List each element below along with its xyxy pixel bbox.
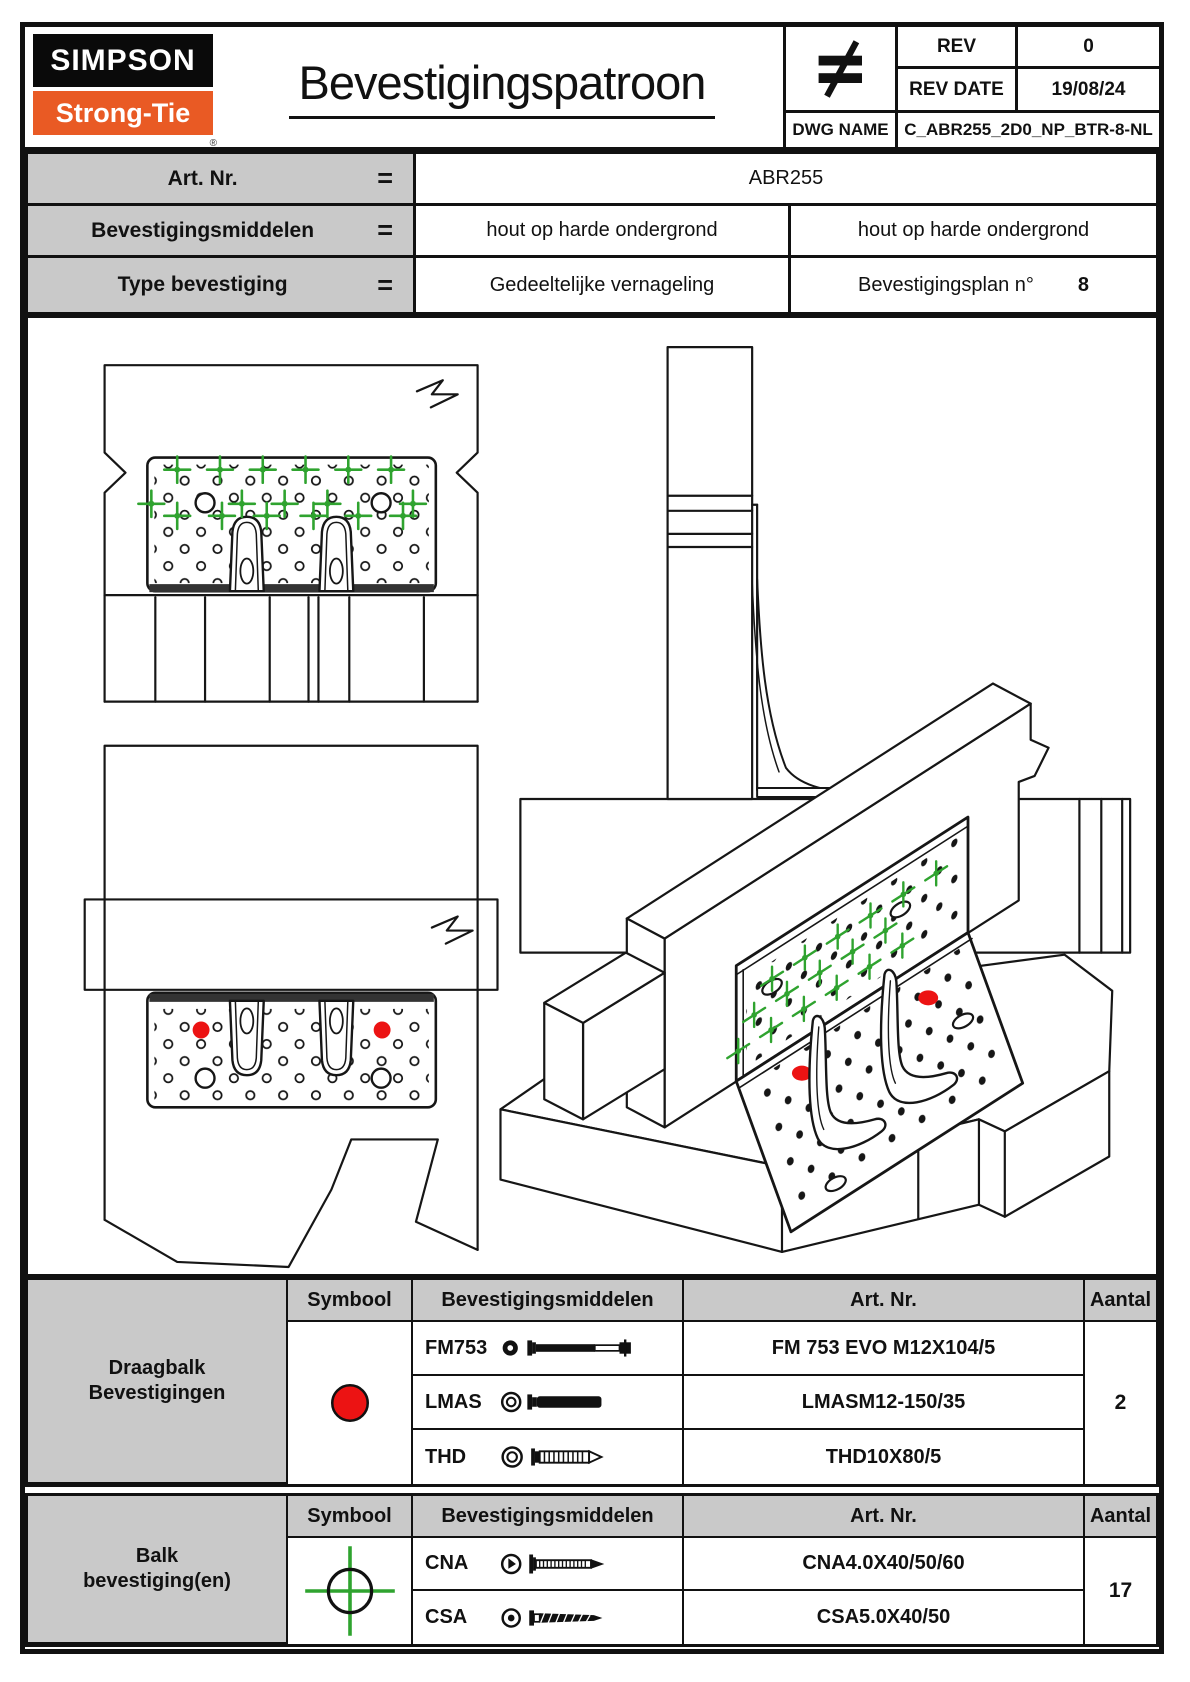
page-title: Bevestigingspatroon [225, 27, 779, 147]
fastening-plan-cell [791, 258, 1156, 312]
equals-sign: = [377, 163, 393, 193]
col-header-qty: Aantal [1085, 1280, 1156, 1322]
info-row-type-bevestiging [25, 255, 1159, 315]
art-nr-value: ABR255 [748, 167, 824, 189]
group-label: Draagbalk Bevestigingen [28, 1280, 288, 1484]
screw-csa-icon [497, 1599, 647, 1637]
not-equal-icon [786, 27, 898, 113]
rev-date-value: 19/08/24 [1018, 69, 1159, 113]
info-row-bevestigingsmiddelen [25, 203, 1159, 258]
art-nr-cell: LMASM12-150/35 [684, 1376, 1085, 1430]
nail-cna-icon [497, 1545, 647, 1583]
rev-label: REV [898, 27, 1018, 69]
group-label: Balk bevestiging(en) [28, 1496, 288, 1644]
screw-anchor-thd-icon [497, 1438, 647, 1476]
fastening-surface-left: hout op harde ondergrond [416, 206, 791, 255]
qty-cell: 2 [1114, 1391, 1127, 1414]
logo-simpson: SIMPSON [33, 34, 213, 87]
sheet-frame [20, 22, 1164, 1654]
registered-mark: ® [209, 138, 217, 149]
legend-table-draagbalk [25, 1277, 1159, 1487]
rev-date-label: REV DATE [898, 69, 1018, 113]
anchor-lmas-icon [497, 1383, 647, 1421]
drawing-area [25, 315, 1159, 1277]
dwg-name-value: C_ABR255_2D0_NP_BTR-8-NL [904, 120, 1153, 139]
nailing-type-value: Gedeeltelijke vernageling [416, 258, 791, 312]
col-header-art: Art. Nr. [684, 1280, 1085, 1322]
bolt-fm753-icon [497, 1329, 647, 1367]
front-view [105, 365, 478, 701]
info-label-cell: Art. Nr. = [28, 154, 416, 203]
col-header-art: Art. Nr. [684, 1496, 1085, 1538]
info-label-cell: Bevestigingsmiddelen = [28, 206, 416, 255]
logo-strongtie: Strong-Tie [33, 91, 213, 135]
equals-sign: = [377, 215, 393, 245]
dwg-name-label: DWG NAME [786, 113, 898, 147]
simpson-strongtie-logo [33, 34, 217, 149]
art-nr-cell: THD10X80/5 [684, 1430, 1085, 1484]
technical-drawing [28, 318, 1156, 1274]
art-nr-cell: FM 753 EVO M12X104/5 [684, 1322, 1085, 1376]
top-view [85, 746, 498, 1267]
col-header-symbol: Symbool [288, 1280, 413, 1322]
title-block [25, 27, 1159, 151]
art-nr-cell: CNA4.0X40/50/60 [684, 1538, 1085, 1591]
fastener-cell: FM753 [413, 1322, 684, 1376]
plan-label: Bevestigingsplan n° [857, 273, 1034, 296]
col-header-fastener: Bevestigingsmiddelen [413, 1280, 684, 1322]
rev-value: 0 [1018, 27, 1159, 69]
fastener-cell: CNA [413, 1538, 684, 1591]
isometric-view [500, 684, 1112, 1252]
col-header-symbol: Symbool [288, 1496, 413, 1538]
qty-cell: 17 [1108, 1579, 1133, 1602]
green-cross-symbol-icon [288, 1538, 413, 1644]
info-label-cell: Type bevestiging = [28, 258, 416, 312]
revision-block [783, 27, 1159, 147]
red-circle-symbol-icon [288, 1322, 413, 1484]
info-row-art-nr [25, 151, 1159, 206]
art-nr-cell: CSA5.0X40/50 [684, 1591, 1085, 1644]
plan-number: 8 [1077, 273, 1089, 296]
fastener-cell: CSA [413, 1591, 684, 1644]
equals-sign: = [377, 269, 393, 300]
fastener-cell: LMAS [413, 1376, 684, 1430]
col-header-fastener: Bevestigingsmiddelen [413, 1496, 684, 1538]
fastening-surface-right: hout op harde ondergrond [857, 219, 1090, 241]
legend-table-balk [25, 1493, 1159, 1647]
col-header-qty: Aantal [1085, 1496, 1156, 1538]
fastener-cell: THD [413, 1430, 684, 1484]
